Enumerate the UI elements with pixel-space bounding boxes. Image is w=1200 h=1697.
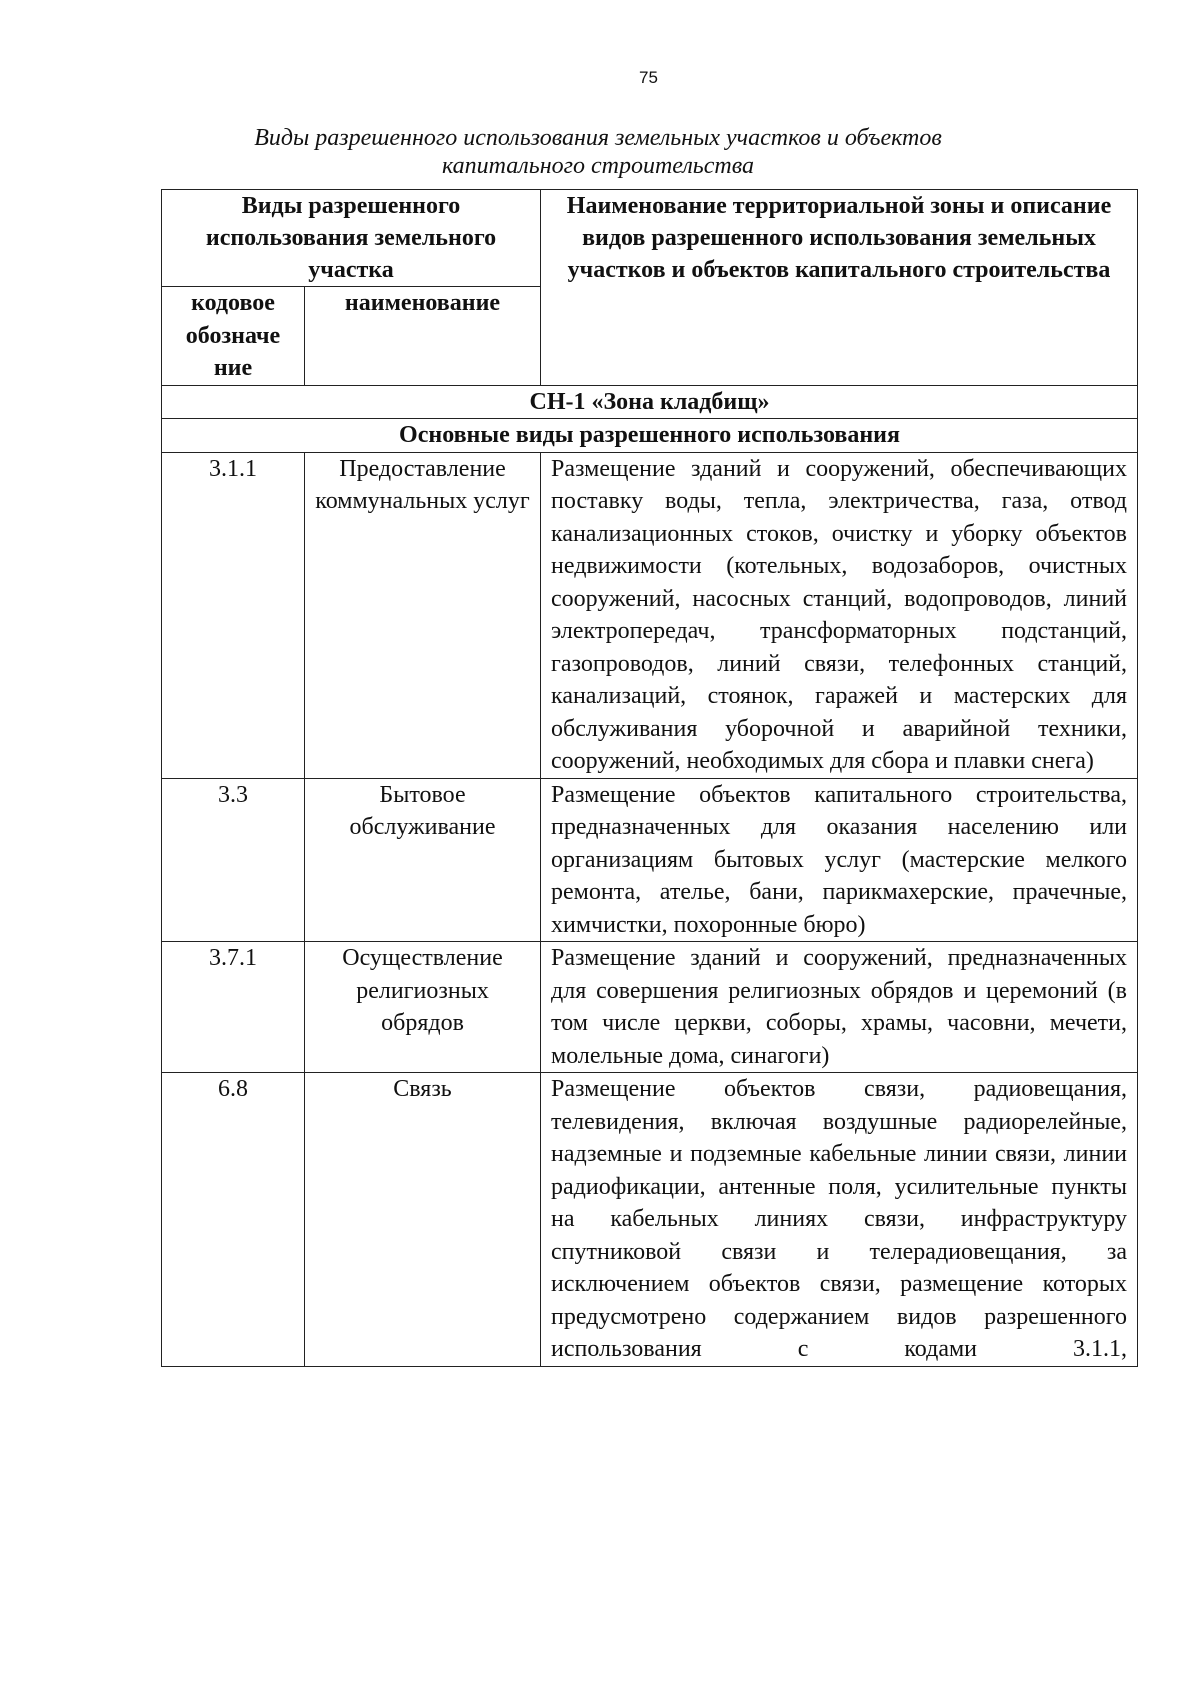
row-code: 6.8: [162, 1073, 305, 1367]
row-description: Размещение зданий и сооружений, предназначенных для совершения религиозных обрядов и церемоний (в том числе церкви, соборы, храмы, часовни, мечети, молельные дома, синагоги): [541, 942, 1138, 1073]
table-row: [162, 1073, 1138, 1367]
zone-row: [162, 385, 1138, 419]
row-description: Размещение зданий и сооружений, обеспечивающих поставку воды, тепла, электричества, газа, отвод канализационных стоков, очистку и уборку объектов недвижимости (котельных, водозаборов, очистных сооружений, насосных станций, водопроводов, линий электропередач, трансформаторных подстанций, газопроводов, линий связи, телефонных станций, канализаций, стоянок, гаражей и мастерских для обслуживания уборочной и аварийной техники, сооружений, необходимых для сбора и плавки снега): [541, 452, 1138, 778]
section-title: Основные виды разрешенного использования: [162, 419, 1138, 453]
header-name: наименование: [305, 287, 541, 386]
page-number: 75: [639, 68, 658, 87]
row-code: 3.1.1: [162, 452, 305, 778]
section-row: [162, 419, 1138, 453]
row-name: Предоставление коммунальных услуг: [305, 452, 541, 778]
document-title: Виды разрешенного использования земельных участков и объектов капитального строительства: [254, 125, 942, 179]
table-row: [162, 452, 1138, 778]
header-description: Наименование территориальной зоны и описание видов разрешенного использования земельных участков и объектов капитального строительства: [541, 190, 1138, 386]
header-code: кодовое обозначе ние: [162, 287, 305, 386]
row-name: Осуществление религиозных обрядов: [305, 942, 541, 1073]
land-use-table: [161, 189, 1138, 1367]
row-name: Бытовое обслуживание: [305, 778, 541, 942]
row-code: 3.7.1: [162, 942, 305, 1073]
table-row: [162, 778, 1138, 942]
table-header-row: [162, 190, 1138, 287]
row-code: 3.3: [162, 778, 305, 942]
row-name: Связь: [305, 1073, 541, 1367]
row-description: Размещение объектов связи, радиовещания, телевидения, включая воздушные радиорелейные, надземные и подземные кабельные линии связи, линии радиофикации, антенные поля, усилительные пункты на кабельных линиях связи, инфраструктуру спутниковой связи и телерадиовещания, за исключением объектов связи, размещение которых предусмотрено содержанием видов разрешенного использования с кодами 3.1.1,: [541, 1073, 1138, 1367]
header-land-use-group: Виды разрешенного использования земельного участка: [162, 190, 541, 287]
zone-title: СН-1 «Зона кладбищ»: [162, 385, 1138, 419]
table-row: [162, 942, 1138, 1073]
row-description: Размещение объектов капитального строительства, предназначенных для оказания населению или организациям бытовых услуг (мастерские мелкого ремонта, ателье, бани, парикмахерские, прачечные, химчистки, похоронные бюро): [541, 778, 1138, 942]
